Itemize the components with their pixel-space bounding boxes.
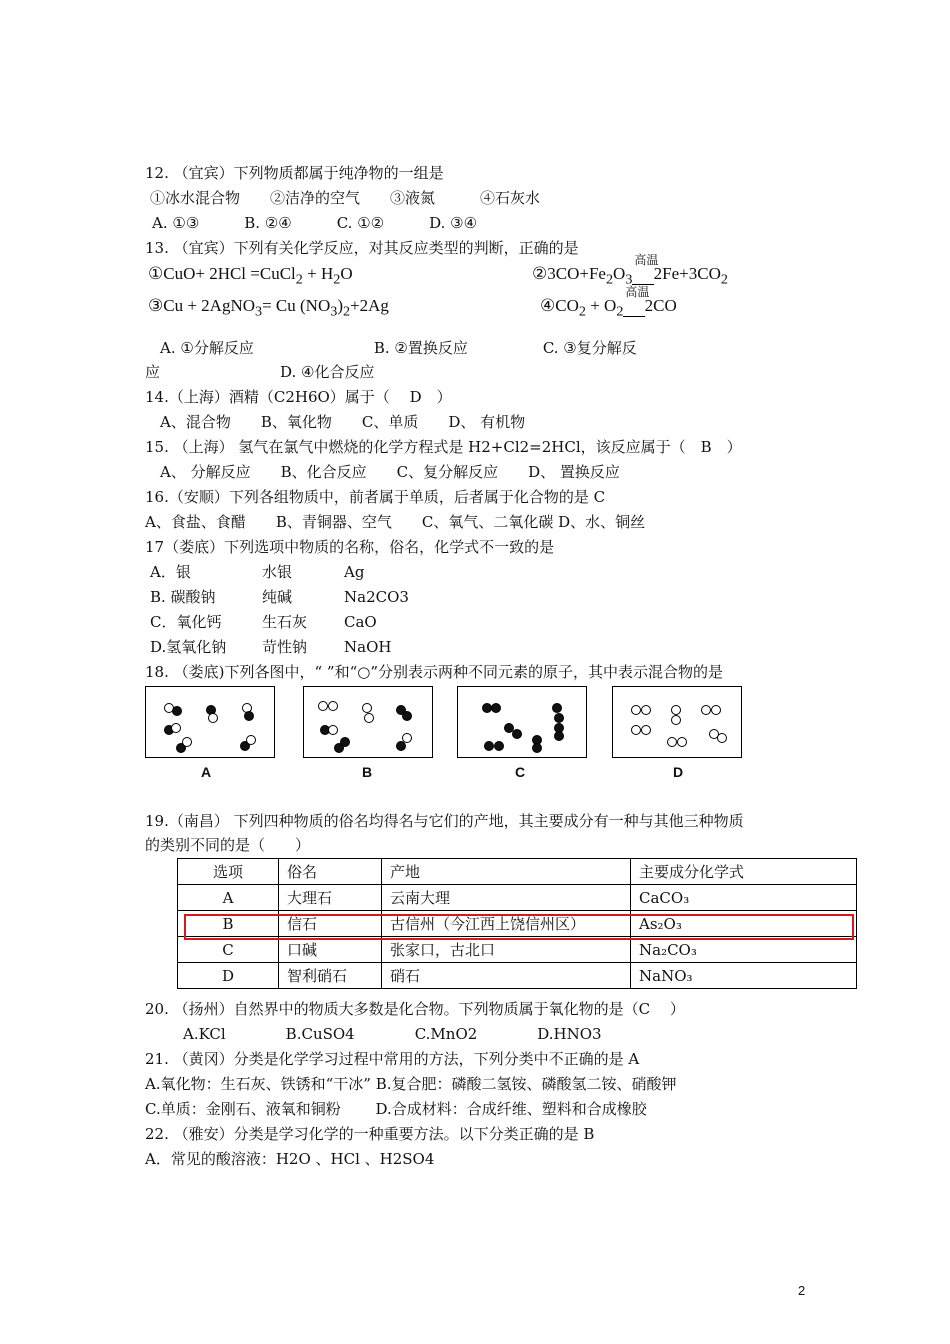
table-cell: 智利硝石 (279, 963, 382, 989)
equation-4: $④CO_2 + O_2$ 高温 2CO (540, 285, 677, 320)
q17-row-c: C．氧化钙 生石灰 CaO (150, 613, 377, 631)
q15-stem: 15. （上海） 氢气在氯气中燃烧的化学方程式是 H2+Cl2=2HCl，该反应属于（ B ） (145, 438, 742, 456)
box-label-a: A (201, 764, 212, 780)
table-header: 俗名 (279, 859, 382, 885)
table-header: 产地 (382, 859, 631, 885)
equation-1: ①CuO+ 2HCl =CuCl$_2$ + $H_2O$ (148, 264, 353, 288)
equation-3: ③Cu + 2AgNO$_3$= Cu $(NO_3)_2+2Ag$ (148, 296, 389, 320)
q13-options-b: 应 D. ④化合反应 (145, 363, 375, 381)
table-cell: NaNO₃ (631, 963, 857, 989)
q19-stem-2: 的类别不同的是（ ） (145, 836, 311, 854)
table-cell: Na₂CO₃ (631, 937, 857, 963)
box-label-b: B (362, 764, 373, 780)
q12-answers: A. ①③ B. ②④ C. ①② D. ③④ (152, 214, 478, 232)
table-row (178, 937, 857, 963)
table-row (178, 963, 857, 989)
answer-highlight-box (184, 914, 854, 940)
box-label-c: C (515, 764, 526, 780)
q17-stem: 17（娄底）下列选项中物质的名称，俗名，化学式不一致的是 (145, 538, 555, 556)
q17-row-d: D.氢氧化钠 苛性钠 NaOH (150, 638, 392, 656)
q14-options: A、混合物 B、氧化物 C、单质 D、 有机物 (160, 413, 526, 431)
q16-options: A、食盐、食醋 B、青铜器、空气 C、氧气、二氧化碳 D、水、铜丝 (145, 513, 646, 531)
q12-stem: 12. （宜宾）下列物质都属于纯净物的一组是 (145, 164, 444, 182)
q20-options: A.KCl B.CuSO4 C.MnO2 D.HNO3 (168, 1025, 602, 1043)
table-cell: D (178, 963, 279, 989)
table-cell: A (178, 885, 279, 911)
table-cell: 古信州（今江西上饶信州区） (382, 911, 631, 937)
q21-options-2: C.单质：金刚石、液氧和铜粉 D.合成材料：合成纤维、塑料和合成橡胶 (145, 1100, 647, 1118)
table-cell: As₂O₃ (631, 911, 857, 937)
q21-options-1: A.氧化物：生石灰、铁锈和“干冰” B.复合肥：磷酸二氢铵、磷酸氢二铵、硝酸钾 (145, 1075, 677, 1093)
molecule-box-c (457, 686, 587, 758)
box-label-d: D (673, 764, 684, 780)
q13-stem: 13. （宜宾）下列有关化学反应，对其反应类型的判断，正确的是 (145, 239, 579, 257)
table-header: 主要成分化学式 (631, 859, 857, 885)
table-header-row (178, 859, 857, 885)
table-cell: 云南大理 (382, 885, 631, 911)
table-cell: 张家口，古北口 (382, 937, 631, 963)
table-cell: 信石 (279, 911, 382, 937)
q16-stem: 16.（安顺）下列各组物质中，前者属于单质，后者属于化合物的是 C (145, 488, 606, 506)
molecule-box-a (145, 686, 275, 758)
q18-stem: 18. （娄底)下列各图中，“ ”和“○”分别表示两种不同元素的原子，其中表示混合物的是 (145, 663, 724, 681)
q17-row-a: A．银 水银 Ag (150, 563, 365, 581)
table-cell: C (178, 937, 279, 963)
table-cell: CaCO₃ (631, 885, 857, 911)
q12-options: ①冰水混合物 ②洁净的空气 ③液氮 ④石灰水 (150, 189, 541, 207)
q17-row-b: B. 碳酸钠 纯碱 Na2CO3 (150, 588, 409, 606)
molecule-box-b (303, 686, 433, 758)
q15-options: A、 分解反应 B、化合反应 C、复分解反应 D、 置换反应 (160, 463, 620, 481)
q22-stem: 22. （雅安）分类是学习化学的一种重要方法。以下分类正确的是 B (145, 1125, 595, 1143)
q19-stem-1: 19.（南昌） 下列四种物质的俗名均得名与它们的产地，其主要成分有一种与其他三种物质 (145, 812, 744, 830)
table-cell: 口碱 (279, 937, 382, 963)
equation-2: $②3CO+Fe_2O_3$ 高温 $2Fe+3CO_2$ (532, 253, 728, 288)
q20-stem: 20. （扬州）自然界中的物质大多数是化合物。下列物质属于氧化物的是（C ） (145, 1000, 685, 1018)
q14-stem: 14.（上海）酒精（C2H6O）属于（ D ） (145, 388, 452, 406)
q21-stem: 21. （黄冈）分类是化学学习过程中常用的方法，下列分类中不正确的是 A (145, 1050, 640, 1068)
molecule-box-d (612, 686, 742, 758)
page-number: 2 (798, 1283, 806, 1298)
q13-options-a: A. ①分解反应 B. ②置换反应 C. ③复分解反 (160, 339, 637, 357)
table-row (178, 885, 857, 911)
table-cell: B (178, 911, 279, 937)
table-cell: 硝石 (382, 963, 631, 989)
table-header: 选项 (178, 859, 279, 885)
table-cell: 大理石 (279, 885, 382, 911)
q22-option-a: A．常见的酸溶液：H2O 、HCl 、H2SO4 (145, 1150, 435, 1168)
